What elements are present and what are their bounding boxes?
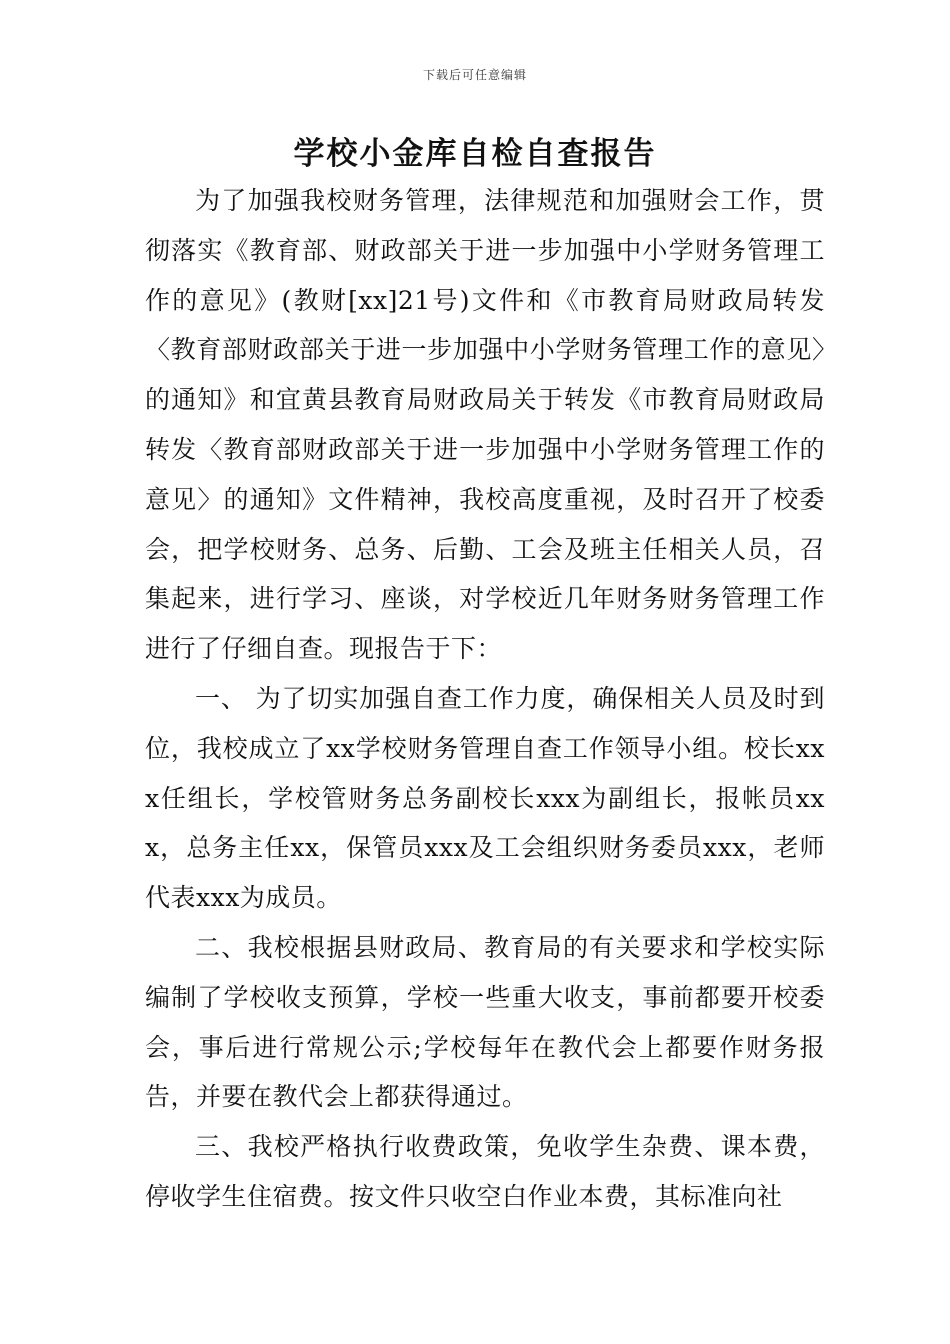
header-note: 下载后可任意编辑	[422, 68, 527, 82]
paragraph-intro: 为了加强我校财务管理，法律规范和加强财会工作，贯彻落实《教育部、财政部关于进一步加强中小学财务管理工作的意见》(教财[xx]21号)文件和《市教育局财政局转发〈教育部财政部关于进一步加强中小学财务管理工作的意见〉的通知》和宜黄县教育局财政局关于转发《市教育局财政局转发〈教育部财政部关于进一步加强中小学财务管理工作的意见〉的通知》文件精神，我校高度重视，及时召开了校委会，把学校财务、总务、后勤、工会及班主任相关人员，召集起来，进行学习、座谈，对学校近几年财务财务管理工作进行了仔细自查。现报告于下：	[145, 186, 825, 664]
paragraph-section-2: 二、我校根据县财政局、教育局的有关要求和学校实际编制了学校收支预算，学校一些重大收支，事前都要开校委会，事后进行常规公示;学校每年在教代会上都要作财务报告，并要在教代会上都获得通过。	[145, 932, 825, 1112]
paragraph-section-3: 三、我校严格执行收费政策，免收学生杂费、课本费，停收学生住宿费。按文件只收空白作业本费，其标准向社	[145, 1132, 825, 1211]
document-body	[145, 176, 825, 1222]
document-title: 学校小金库自检自查报告	[293, 136, 657, 172]
paragraph-section-1: 一、 为了切实加强自查工作力度，确保相关人员及时到位，我校成立了xx学校财务管理自查工作领导小组。校长xxx任组长，学校管财务总务副校长xxx为副组长，报帐员xxx，总务主任xx，保管员xxx及工会组织财务委员xxx，老师代表xxx为成员。	[145, 683, 825, 913]
